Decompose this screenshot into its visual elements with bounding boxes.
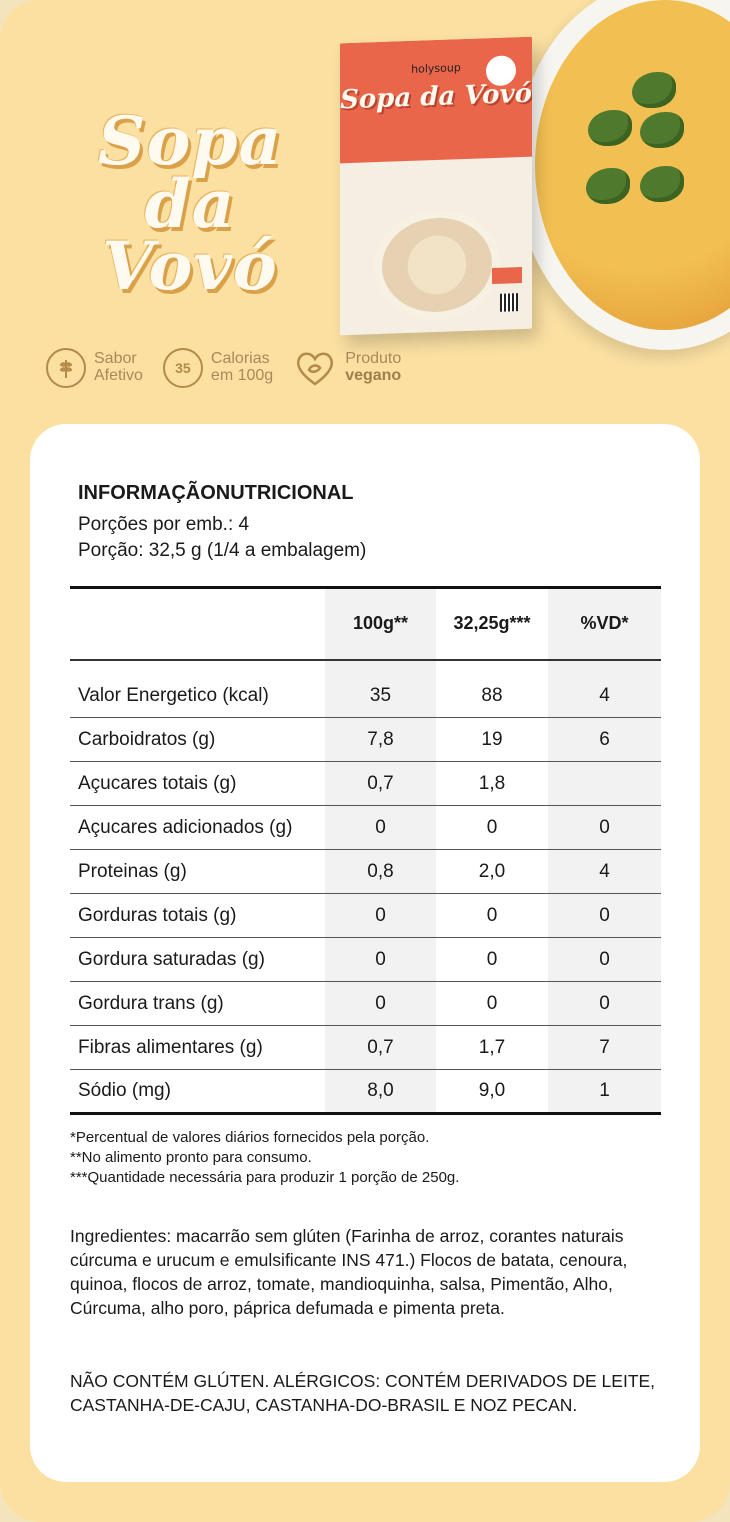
package-brand: holysoup bbox=[411, 61, 461, 76]
qr-code-icon bbox=[500, 293, 518, 312]
value-100g: 0 bbox=[325, 806, 436, 850]
value-portion: 1,8 bbox=[478, 772, 506, 794]
header-100g: 100g** bbox=[325, 588, 436, 660]
vegan-heart-icon bbox=[293, 348, 337, 388]
value-100g: 8,0 bbox=[325, 1070, 436, 1114]
brand-title-line2: Vovó bbox=[102, 227, 278, 306]
value-100g: 0,8 bbox=[325, 850, 436, 894]
badge-line2: vegano bbox=[345, 367, 402, 384]
header-nutrient bbox=[70, 588, 325, 660]
value-portion: 9,0 bbox=[478, 1080, 506, 1101]
nutrition-row bbox=[70, 850, 661, 894]
footnote: ***Quantidade necessária para produzir 1 porção de 250g. bbox=[70, 1169, 460, 1186]
package-kcal-tag bbox=[492, 267, 522, 284]
value-vd: 0 bbox=[548, 938, 661, 982]
value-100g: 7,8 bbox=[325, 718, 436, 762]
value-vd: 0 bbox=[548, 806, 661, 850]
value-portion: 0 bbox=[486, 992, 498, 1014]
product-package-image bbox=[340, 37, 532, 336]
nutrition-card bbox=[30, 424, 700, 1482]
portion-size: Porção: 32,5 g (1/4 a embalagem) bbox=[78, 540, 367, 561]
nutrient-name: Gordura saturadas (g) bbox=[78, 948, 265, 970]
value-100g: 0,7 bbox=[325, 1026, 436, 1070]
portions-per-package: Porções por emb.: 4 bbox=[78, 514, 250, 535]
value-100g: 0 bbox=[325, 938, 436, 982]
nutrient-name: Fibras alimentares (g) bbox=[78, 1036, 263, 1058]
value-vd: 0 bbox=[548, 982, 661, 1026]
header-portion: 32,25g*** bbox=[453, 613, 531, 634]
value-vd: 4 bbox=[548, 660, 661, 718]
nutrition-table-header bbox=[70, 588, 661, 660]
value-vd: 0 bbox=[548, 894, 661, 938]
nutrition-row bbox=[70, 894, 661, 938]
nutrient-name: Gorduras totais (g) bbox=[78, 904, 237, 926]
value-portion: 2,0 bbox=[478, 860, 506, 882]
value-portion: 1,7 bbox=[478, 1036, 506, 1058]
nutrient-name: Açucares adicionados (g) bbox=[78, 816, 293, 838]
badge-line2: em 100g bbox=[210, 367, 274, 384]
value-vd: 7 bbox=[548, 1026, 661, 1070]
nutrient-name: Carboidratos (g) bbox=[78, 728, 216, 750]
footnote: **No alimento pronto para consumo. bbox=[70, 1149, 312, 1166]
nutrient-name: Sódio (mg) bbox=[78, 1080, 171, 1101]
value-vd: 6 bbox=[548, 718, 661, 762]
value-portion: 0 bbox=[486, 904, 498, 926]
badge-line1: Calorias bbox=[210, 350, 270, 368]
badge-line2: Afetivo bbox=[94, 367, 143, 384]
header-vd: %VD* bbox=[548, 588, 661, 660]
nutrition-footnotes bbox=[70, 1128, 459, 1188]
brand-title bbox=[60, 102, 320, 306]
value-100g: 0 bbox=[325, 894, 436, 938]
value-vd bbox=[548, 762, 661, 806]
badge-produto-vegano bbox=[293, 348, 401, 388]
nutrition-row bbox=[70, 982, 661, 1026]
value-vd: 4 bbox=[548, 850, 661, 894]
nutrient-name: Gordura trans (g) bbox=[78, 992, 224, 1014]
footnote: *Percentual de valores diários fornecidos pela porção. bbox=[70, 1129, 430, 1146]
ingredients-text: Ingredientes: macarrão sem glúten (Farinha de arroz, corantes naturais cúrcuma e urucum e emulsificante INS 471.) Flocos de batata, cenoura, quinoa, flocos de arroz, tomate, mandioquinha, salsa, Pimentão, Alho, Cúrcuma, alho poro, páprica defumada e pimenta preta. bbox=[70, 1226, 628, 1318]
nutrition-row bbox=[70, 1070, 661, 1114]
value-portion: 0 bbox=[486, 816, 498, 838]
badge-sabor-afetivo bbox=[46, 348, 143, 388]
nutrition-row bbox=[70, 938, 661, 982]
value-100g: 0 bbox=[325, 982, 436, 1026]
nutrient-name: Proteinas (g) bbox=[78, 860, 187, 882]
value-portion: 19 bbox=[481, 728, 503, 750]
badge-line1: Produto bbox=[345, 350, 402, 368]
calories-icon bbox=[163, 348, 203, 388]
brand-title-line1: Sopa da bbox=[97, 102, 283, 243]
calories-icon-text: 35 bbox=[175, 360, 191, 376]
nutrition-row bbox=[70, 718, 661, 762]
value-portion: 88 bbox=[481, 684, 503, 706]
nutrient-name: Valor Energetico (kcal) bbox=[78, 684, 269, 706]
nutrition-row bbox=[70, 806, 661, 850]
allergens-text: NÃO CONTÉM GLÚTEN. ALÉRGICOS: CONTÉM DERIVADOS DE LEITE, CASTANHA-DE-CAJU, CASTANHA-DO-BRASIL E NOZ PECAN. bbox=[70, 1371, 656, 1415]
badge-line1: Sabor bbox=[94, 350, 137, 368]
nutrition-title: INFORMAÇÃONUTRICIONAL bbox=[78, 482, 354, 504]
nutrition-table bbox=[70, 586, 661, 1115]
value-100g: 35 bbox=[325, 660, 436, 718]
badge-calorias bbox=[163, 348, 273, 388]
value-portion: 0 bbox=[486, 948, 498, 970]
nutrition-row bbox=[70, 762, 661, 806]
value-vd: 1 bbox=[548, 1070, 661, 1114]
feature-badges bbox=[46, 346, 421, 390]
package-title: Sopa da Vovó bbox=[340, 78, 532, 116]
value-100g: 0,7 bbox=[325, 762, 436, 806]
nutrient-name: Açucares totais (g) bbox=[78, 772, 237, 794]
wheat-icon bbox=[46, 348, 86, 388]
package-bowl-image bbox=[374, 208, 500, 322]
nutrition-row bbox=[70, 660, 661, 718]
nutrition-row bbox=[70, 1026, 661, 1070]
